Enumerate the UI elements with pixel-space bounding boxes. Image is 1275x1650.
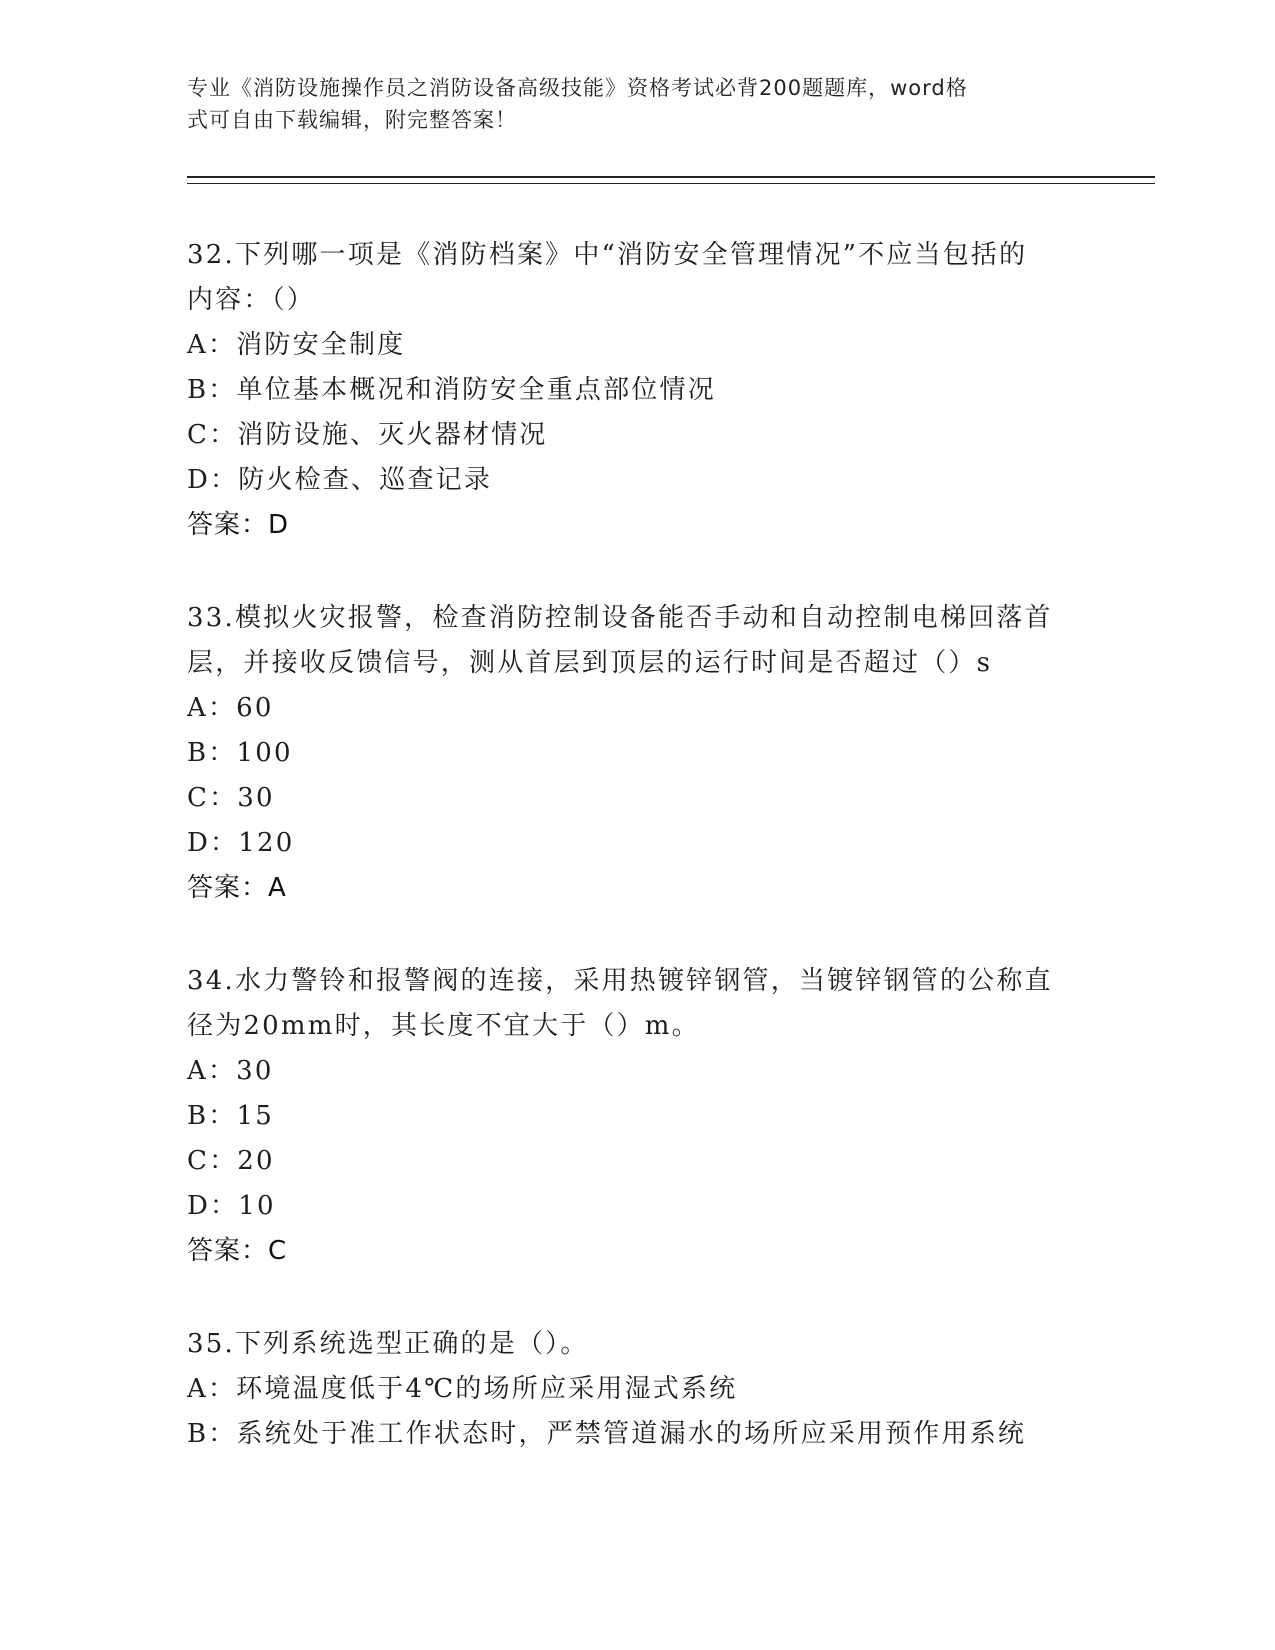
- question-33: [187, 596, 1087, 911]
- answer: 答案：D: [187, 510, 290, 540]
- option-d: D：防火检查、巡查记录: [187, 465, 493, 495]
- option-a: A：消防安全制度: [187, 330, 406, 360]
- header-line-1: 专业《消防设施操作员之消防设备高级技能》资格考试必背200题题库，word格: [187, 76, 968, 100]
- option-b: B：单位基本概况和消防安全重点部位情况: [187, 375, 716, 405]
- question-stem: 32.下列哪一项是《消防档案》中“消防安全管理情况”不应当包括的: [187, 240, 1028, 270]
- option-b: B：100: [187, 738, 293, 768]
- option-a: A：60: [187, 693, 274, 723]
- question-stem-cont: 径为20mm时，其长度不宜大于（）m。: [187, 1011, 700, 1041]
- option-c: C：20: [187, 1146, 275, 1176]
- document-header: [187, 72, 1067, 136]
- answer: 答案：C: [187, 1236, 288, 1266]
- option-b: B：15: [187, 1101, 274, 1131]
- answer: 答案：A: [187, 873, 287, 903]
- header-divider: [187, 176, 1155, 184]
- header-line-2: 式可自由下载编辑，附完整答案！: [187, 108, 517, 132]
- question-stem: 34.水力警铃和报警阀的连接，采用热镀锌钢管，当镀锌钢管的公称直: [187, 966, 1053, 996]
- question-35: [187, 1322, 1087, 1457]
- option-c: C：30: [187, 783, 275, 813]
- option-a: A：环境温度低于4℃的场所应采用湿式系统: [187, 1374, 738, 1404]
- question-stem-cont: 层，并接收反馈信号，测从首层到顶层的运行时间是否超过（）s: [187, 648, 993, 678]
- option-b: B：系统处于准工作状态时，严禁管道漏水的场所应采用预作用系统: [187, 1419, 1027, 1449]
- option-c: C：消防设施、灭火器材情况: [187, 420, 548, 450]
- question-stem: 35.下列系统选型正确的是（）。: [187, 1329, 589, 1359]
- question-stem-cont: 内容：（）: [187, 285, 316, 315]
- option-d: D：10: [187, 1191, 276, 1221]
- question-stem: 33.模拟火灾报警，检查消防控制设备能否手动和自动控制电梯回落首: [187, 603, 1053, 633]
- option-d: D：120: [187, 828, 295, 858]
- option-a: A：30: [187, 1056, 274, 1086]
- question-34: [187, 959, 1087, 1274]
- question-32: [187, 233, 1087, 548]
